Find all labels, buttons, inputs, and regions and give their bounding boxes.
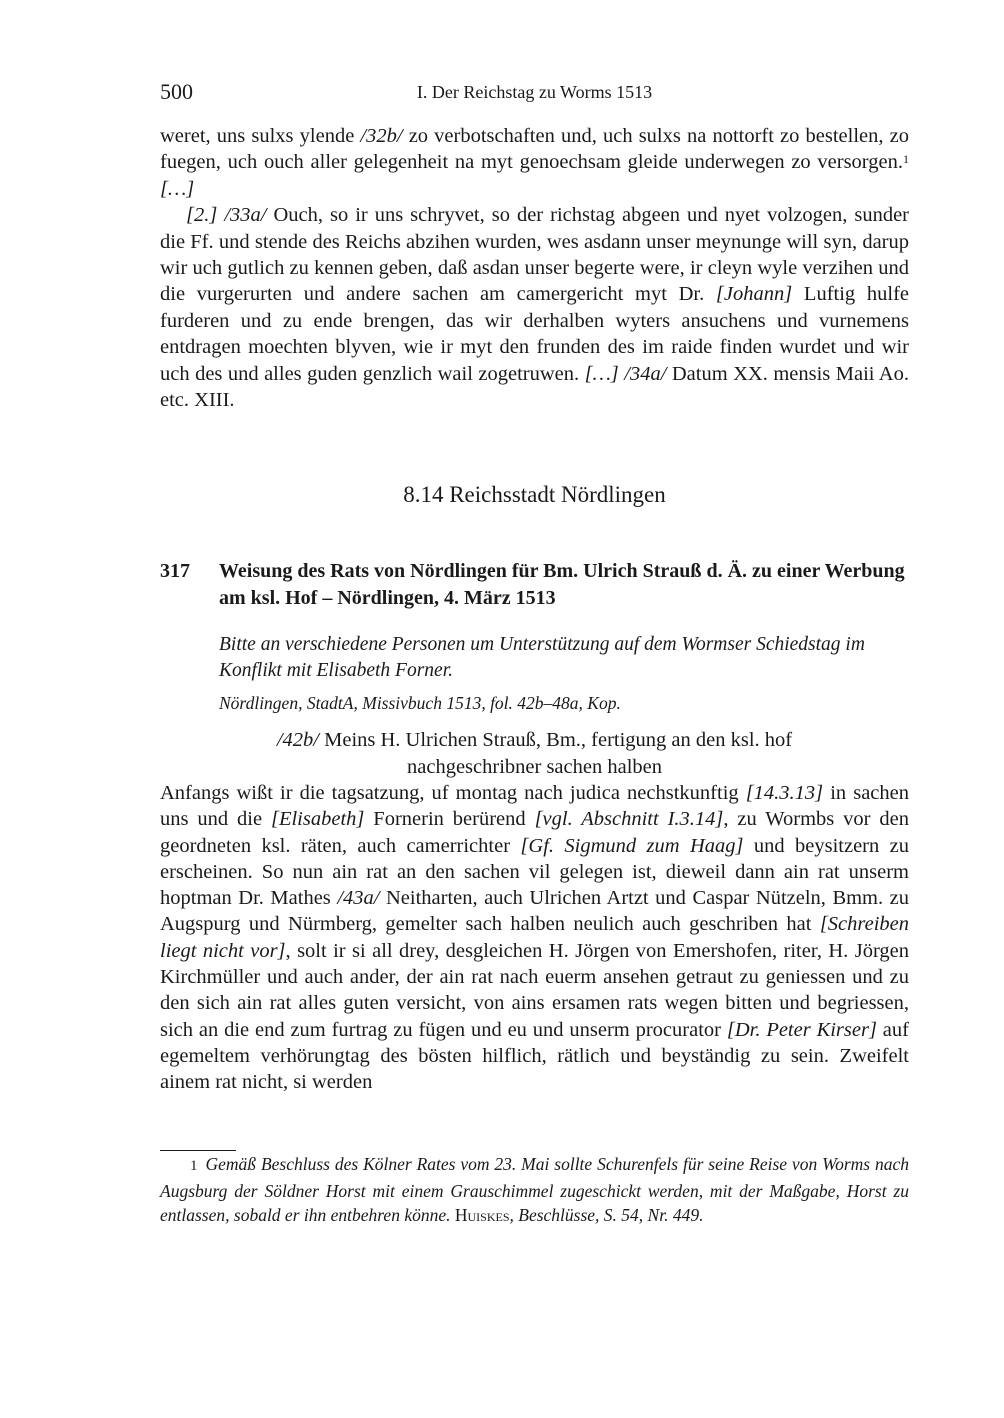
section-heading: 8.14 Reichsstadt Nördlingen xyxy=(403,482,666,507)
running-head xyxy=(160,79,909,109)
footnote-number: 1 xyxy=(190,1158,198,1174)
document-heading: /42b/ Meins H. Ulrichen Strauß, Bm., fertigung an den ksl. hof nachgeschribner sachen halben xyxy=(276,729,793,778)
footnote-ref[interactable]: 1 xyxy=(903,152,909,167)
paragraph-1: weret, uns sulxs ylende /32b/ zo verbotschaften und, uch sulxs na nottorft zo bestellen, zo fuegen, uch ouch aller gelegenheit na myt genoechsam gleide underwegen zo versorgen.$^1$ […] xyxy=(160,125,909,200)
source-citation: Nördlingen, StadtA, Missivbuch 1513, fol. 42b–48a, Kop. xyxy=(219,693,621,713)
page-number: 500 xyxy=(160,79,193,104)
document-title: Weisung des Rats von Nördlingen für Bm. Ulrich Strauß d. Ä. zu einer Werbung am ksl. Hof – Nördlingen, 4. März 1513 xyxy=(219,560,905,609)
footnote-author: Huiskes xyxy=(454,1205,510,1225)
regest: Bitte an verschiedene Personen um Unterstützung auf dem Wormser Schiedstag im Konflikt mit Elisabeth Forner. xyxy=(219,634,865,681)
document-number: 317 xyxy=(160,560,190,582)
footnote-rule xyxy=(160,1150,236,1151)
body-text xyxy=(160,123,909,413)
document-body: Anfangs wißt ir die tagsatzung, uf montag nach judica nechstkunftig [14.3.13] in sachen uns und die [Elisabeth] Fornerin berürend [vgl. Abschnitt I.3.14], zu Wormbs vor den geordneten ksl. räten, auch camerrichter [Gf. Sigmund zum Haag] und beysitzern zu erscheinen. So nun ain rat an den sachen vil gelegen ist, dieweil dann ain rat unserm hoptman Dr. Mathes /43a/ Neitharten, auch Ulrichen Artzt und Caspar Nützeln, Bmm. zu Augspurg und Nürmberg, gemelter sach halben neulich auch geschriben hat [Schreiben liegt nicht vor], solt ir si all drey, desgleichen H. Jörgen von Emershofen, riter, H. Jörgen Kirchmüller und auch ander, der ain rat nach euerm ansehen getraut zu geniessen und zu den sich ain rat alles guten versicht, von ains ersamen rats wegen bitten und begriessen, sich an die end zum furtrag zu fügen und eu und unserm procurator [Dr. Peter Kirser] auf egemeltem verhörungtag des bösten hilflich, rätlich und beyständig zu sein. Zweifelt ainem rat nicht, si werden xyxy=(160,782,910,1094)
footnote: 1 Gemäß Beschluss des Kölner Rates vom 23. Mai sollte Schurenfels für seine Reise von Worms nach Augsburg der Söldner Horst mit einem Grauschimmel zugeschickt werden, mit der Maßgabe, Horst zu entlassen, sobald er ihn entbehren könne. Huiskes, Beschlüsse, S. 54, Nr. 449. xyxy=(160,1154,909,1225)
running-title: I. Der Reichstag zu Worms 1513 xyxy=(416,82,653,102)
paragraph-2: [2.] /33a/ Ouch, so ir uns schryvet, so der richstag abgeen und nyet volzogen, sunder die Ff. und stende des Reichs abzihen wurden, wes asdann unser meynunge will syn, darup wir uch gutlich zu kennen geben, daß asdan unser begerte were, ir cleyn wyle verzihen und die vurgerurten und andere sachen am camergericht myt Dr. [Johann] Luftig hulfe furderen und zu ende brengen, das wir derhalben wyters ansuchens und vurnemens entdragen moechten blyven, wie ir myt den frunden des im raide finden wurdet und wir uch des und alles guden genzlich wail zogetruwen. […] /34a/ Datum XX. mensis Maii Ao. etc. XIII. xyxy=(160,204,909,412)
document-entry-header xyxy=(160,558,909,612)
